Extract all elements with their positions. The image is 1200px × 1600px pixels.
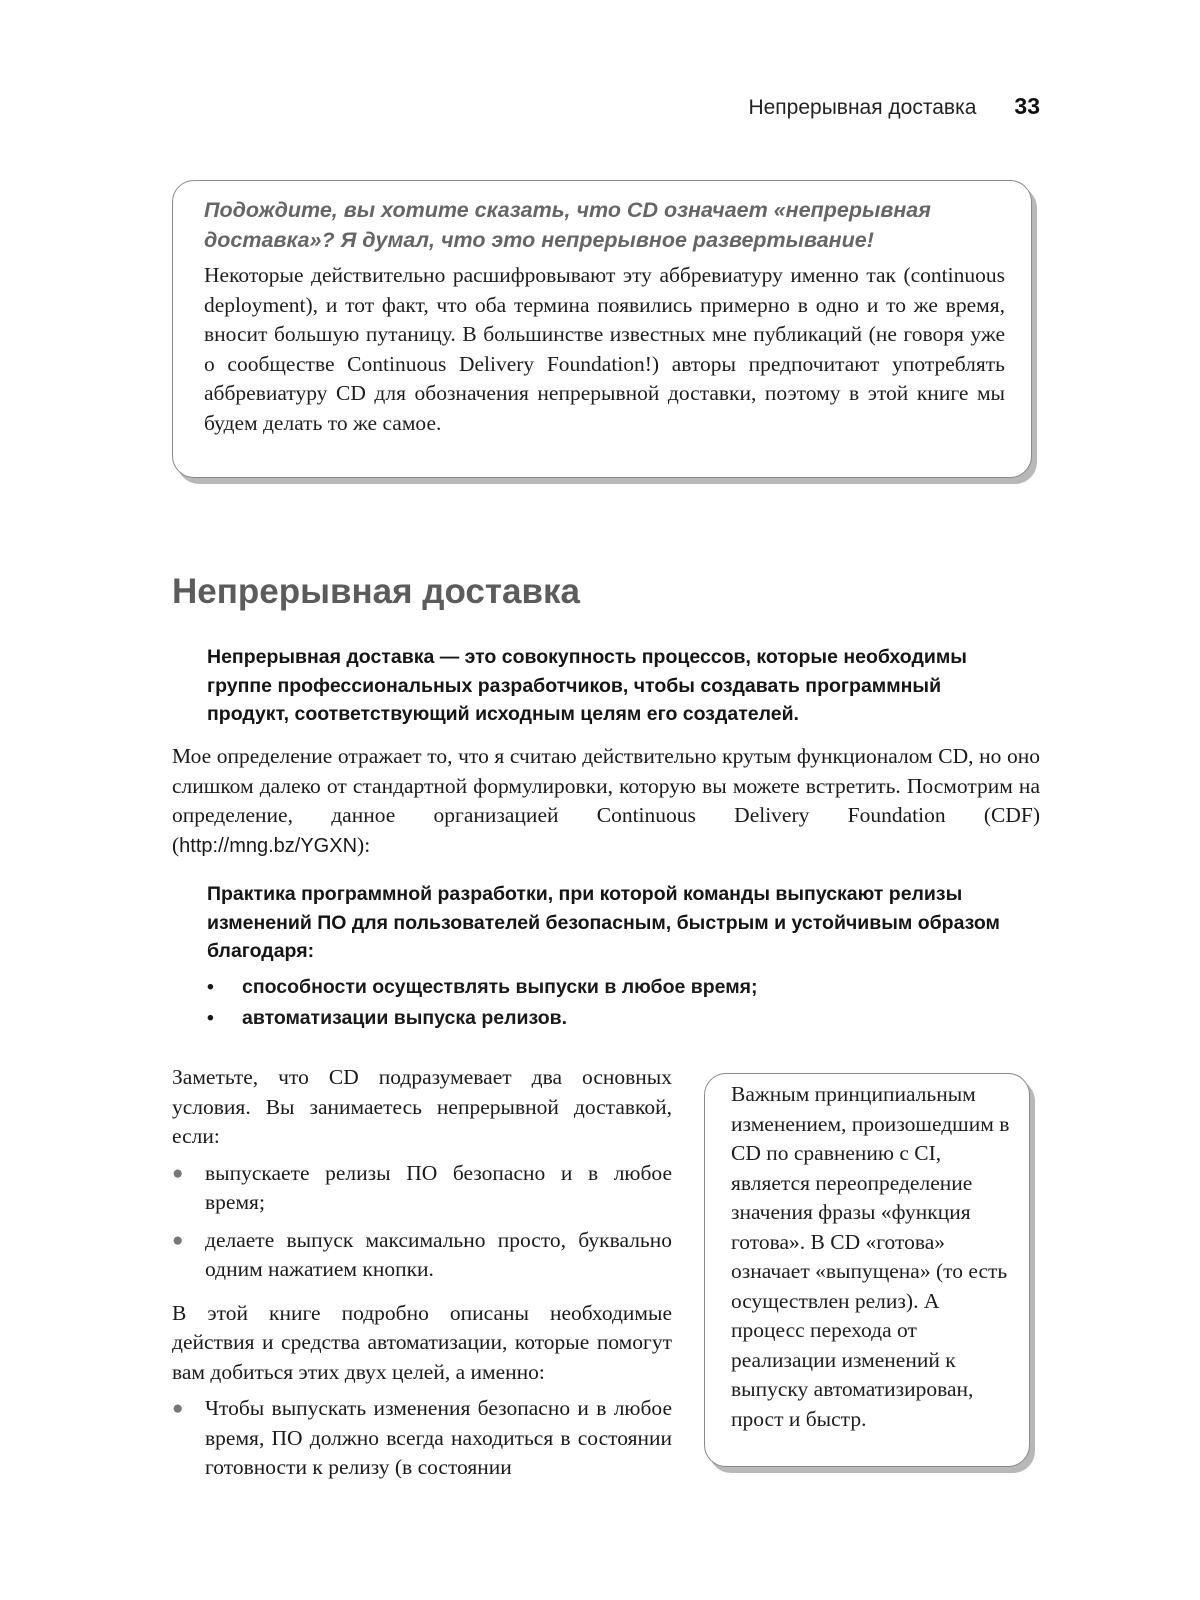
page-number: 33 [1014, 93, 1040, 119]
left-column [172, 1063, 672, 1497]
paragraph-3: В этой книге подробно описаны необходимые действия и средства автоматизации, которые помогут вам добиться этих двух целей, а именно: [172, 1300, 672, 1384]
paragraph-1-text: Мое определение отражает то, что я считаю действительно крутым функционалом CD, но оно слишком далеко от стандартной формулировки, которую вы можете встретить. Посмотрим на определение, данное организацией Continuous Delivery Foundation (CDF) ( [172, 744, 1040, 857]
list-item-text: Чтобы выпускать изменения безопасно и в любое время, ПО должно всегда находиться в состоянии готовности к релизу (в состоянии [205, 1396, 672, 1479]
conditions-list [172, 1159, 672, 1285]
definition-1: Непрерывная доставка — это совокупность процессов, которые необходимы группе профессиональных разработчиков, чтобы создавать программный продукт, соответствующий исходным целям его создателей. [207, 646, 967, 725]
list-item [172, 1226, 672, 1285]
definition-list-item: • автоматизации выпуска релизов. [207, 1003, 1027, 1034]
sidebar-box [172, 180, 1032, 478]
header-title: Непрерывная доставка [748, 96, 977, 119]
paragraph-1 [172, 742, 1040, 861]
list-item-text: выпускаете релизы ПО безопасно и в любое время; [205, 1160, 672, 1214]
cdf-link[interactable]: http://mng.bz/YGXN [179, 834, 358, 857]
list-item-text: делаете выпуск максимально просто, буквально одним нажатием кнопки. [205, 1227, 672, 1281]
goals-list [172, 1394, 672, 1483]
bullet-icon: ● [172, 1162, 184, 1184]
list-item [172, 1394, 672, 1483]
paragraph-1-end: ): [357, 832, 371, 857]
bullet-icon: ● [172, 1229, 184, 1251]
bullet-icon: ● [172, 1398, 184, 1419]
definition-list [207, 972, 1027, 1034]
note-text: Важным принципиальным изменением, произошедшим в CD по сравнению с CI, является переопределение значения фразы «функция готова». В CD «готова» означает «выпущена» (то есть осуществлен релиз). А процесс перехода от реализации изменений к выпуску автоматизирован, прост и быстр. [731, 1082, 1010, 1431]
paragraph-2: Заметьте, что CD подразумевает два основных условия. Вы занимаетесь непрерывной доставкой, если: [172, 1065, 672, 1148]
definition-list-item: • способности осуществлять выпуски в любое время; [207, 972, 1027, 1003]
definition-2: Практика программной разработки, при которой команды выпускают релизы изменений ПО для пользователей безопасным, быстрым и устойчивым образом благодаря: [207, 883, 1000, 962]
section-heading: Непрерывная доставка [172, 572, 580, 611]
sidebar-text: Некоторые действительно расшифровывают эту аббревиатуру именно так (continuous deployment), и тот факт, что оба термина появились примерно в одно и то же время, вносит большую путаницу. В большинстве известных мне публикаций (не говоря уже о сообществе Continuous Delivery Foundation!) авторы предпочитают употреблять аббревиатуру CD для обозначения непрерывной доставки, поэтому в этой книге мы будем делать то же самое. [204, 263, 1005, 435]
list-item [172, 1159, 672, 1218]
sidebar-title: Подождите, вы хотите сказать, что CD означает «непрерывная доставка»? Я думал, что это непрерывное развертывание! [204, 198, 931, 252]
note-box [704, 1073, 1030, 1467]
running-header [172, 93, 1040, 120]
